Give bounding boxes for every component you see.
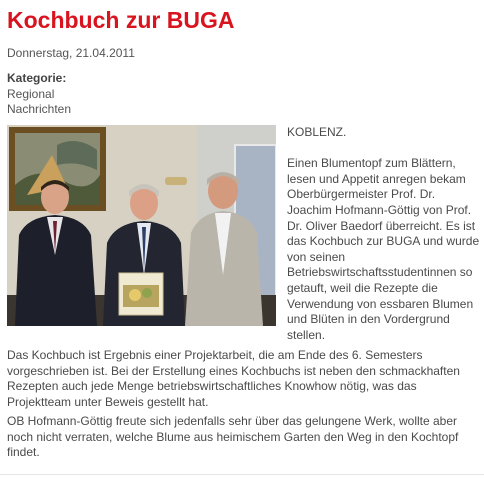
article-photo xyxy=(7,125,276,326)
photo-illustration xyxy=(7,125,276,326)
article-paragraph-1: Das Kochbuch ist Ergebnis einer Projektarbeit, die am Ende des 6. Semesters vorgeschrieben ist. Bei der Erstellung eines Kochbuchs ist neben den schmackhaften Rezepten auch jede Menge betriebswirtschaftliches Knowhow nötig, was das Projektteam unter Beweis gestellt hat. xyxy=(7,348,460,409)
article-title: Kochbuch zur BUGA xyxy=(7,7,235,33)
article-place: KOBLENZ. xyxy=(287,125,347,139)
article-date: Donnerstag, 21.04.2011 xyxy=(7,46,135,60)
category-nachrichten[interactable]: Nachrichten xyxy=(7,102,72,116)
category-regional[interactable]: Regional xyxy=(7,87,55,101)
article-lead-text: Einen Blumentopf zum Blättern, lesen und Appetit anregen bekam Oberbürgermeister Prof. Dr. Joachim Hofmann-Göttig von Prof. Dr. Oliver Baedorf überreicht. Es ist das Kochbuch zur BUGA und wurde von seinen Betriebswirtschaftsstudentinnen so getauft, weil die Rezepte die Verwendung von essbaren Blumen und Blüten in den Vordergrund stellen. xyxy=(287,156,480,342)
article-lead xyxy=(287,125,483,343)
category-label: Kategorie: xyxy=(7,71,67,85)
divider xyxy=(0,474,484,475)
article-paragraph-2: OB Hofmann-Göttig freute sich jedenfalls sehr über das gelungene Werk, wollte aber noch nicht verraten, welche Blume aus heimischem Garten den Weg in den Kochtopf findet. xyxy=(7,414,459,460)
